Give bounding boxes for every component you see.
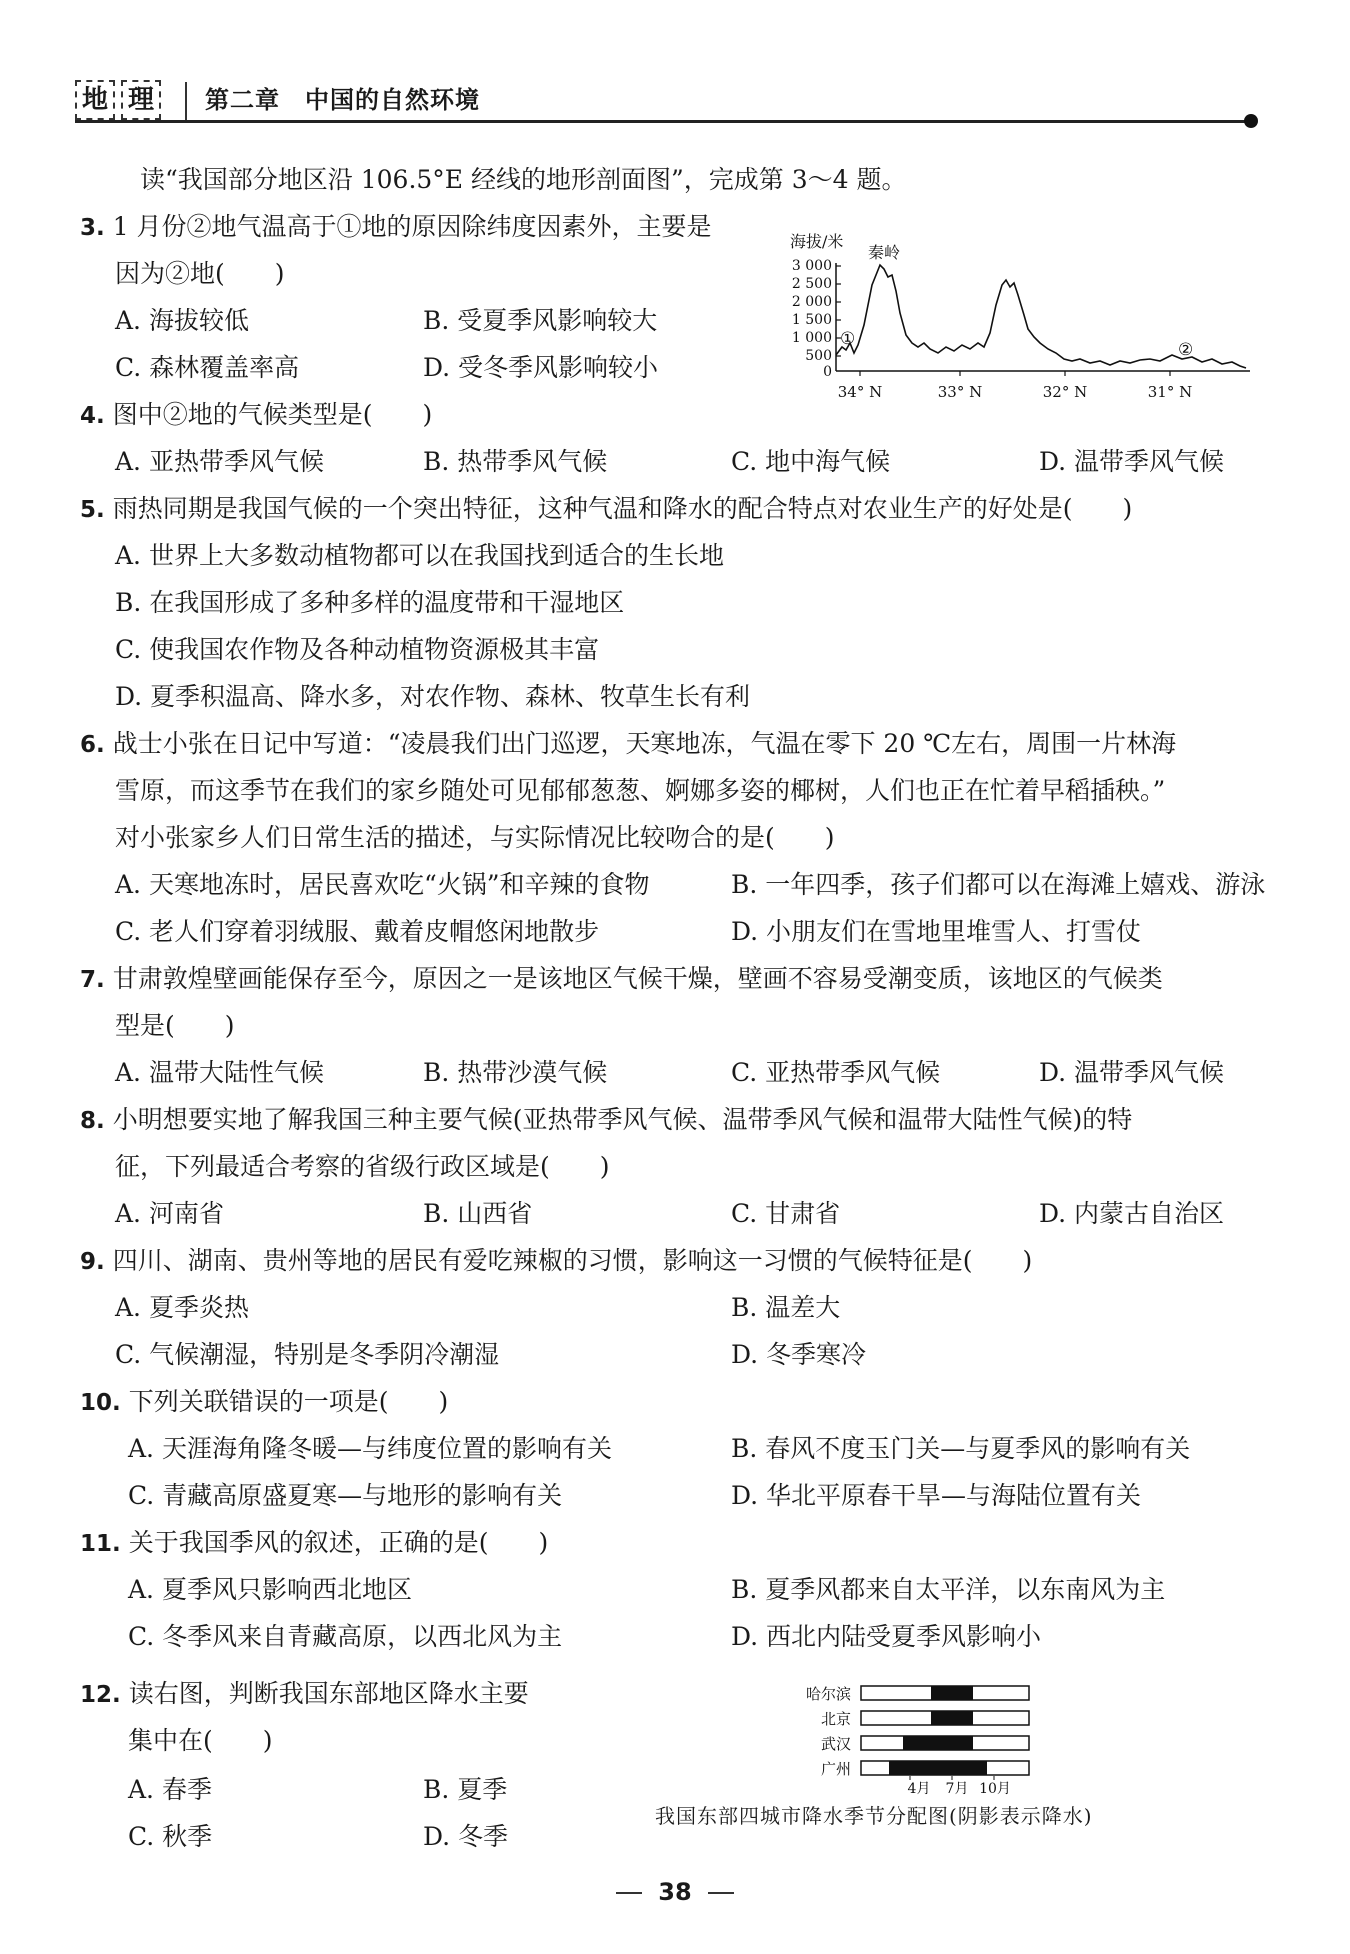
- subject-char: 地: [75, 80, 115, 120]
- subject-char: 理: [121, 80, 161, 120]
- question-number: 9.: [80, 1249, 105, 1275]
- rain-bar-shade: [903, 1736, 973, 1750]
- option-9d[interactable]: D. 冬季寒冷: [731, 1340, 867, 1369]
- question-5-line-1: [80, 492, 1132, 527]
- question-text: 图中②地的气候类型是( ): [112, 400, 433, 429]
- rain-season-chart: [795, 1678, 1055, 1798]
- option-9b[interactable]: B. 温差大: [731, 1293, 841, 1322]
- question-10-line-1: [80, 1385, 448, 1420]
- question-text: 甘肃敦煌壁画能保存至今，原因之一是该地区气候干燥，壁画不容易受潮变质，该地区的气候类: [112, 964, 1163, 993]
- option-12a[interactable]: A. 春季: [128, 1775, 212, 1804]
- header-separator: [185, 82, 187, 120]
- question-number: 6.: [80, 732, 105, 758]
- rain-city-label: 武汉: [820, 1735, 851, 1753]
- question-number: 10.: [80, 1390, 121, 1416]
- question-6-line-1: [80, 727, 1176, 762]
- option-9c[interactable]: C. 气候潮湿，特别是冬季阴冷潮湿: [115, 1340, 500, 1369]
- rain-city-label: 哈尔滨: [805, 1685, 851, 1703]
- question-number: 4.: [80, 403, 105, 429]
- option-5d[interactable]: D. 夏季积温高、降水多，对农作物、森林、牧草生长有利: [115, 682, 751, 711]
- question-text: 四川、湖南、贵州等地的居民有爱吃辣椒的习惯，影响这一习惯的气候特征是( ): [112, 1246, 1033, 1275]
- question-text: 下列关联错误的一项是( ): [128, 1387, 449, 1416]
- profile-xtick: 31° N: [1147, 383, 1193, 401]
- option-4c[interactable]: C. 地中海气候: [731, 447, 891, 476]
- profile-ytick: 0: [823, 364, 832, 380]
- option-10a[interactable]: A. 天涯海角隆冬暖—与纬度位置的影响有关: [128, 1434, 612, 1463]
- profile-xtick: 34° N: [837, 383, 883, 401]
- question-6-line-3: 对小张家乡人们日常生活的描述，与实际情况比较吻合的是( ): [115, 823, 835, 852]
- question-number: 7.: [80, 967, 105, 993]
- question-8-line-2: 征，下列最适合考察的省级行政区域是( ): [115, 1152, 610, 1181]
- option-10c[interactable]: C. 青藏高原盛夏寒—与地形的影响有关: [128, 1481, 563, 1510]
- header-rule: [75, 120, 1250, 123]
- rain-bar-shade: [931, 1686, 973, 1700]
- option-11d[interactable]: D. 西北内陆受夏季风影响小: [731, 1622, 1042, 1651]
- profile-ylabel: 海拔/米: [790, 232, 844, 251]
- question-text: 雨热同期是我国气候的一个突出特征，这种气温和降水的配合特点对农业生产的好处是( ): [112, 494, 1133, 523]
- profile-point-2: ②: [1178, 340, 1194, 360]
- option-7d[interactable]: D. 温带季风气候: [1039, 1058, 1225, 1087]
- question-number: 12.: [80, 1682, 121, 1708]
- option-12d[interactable]: D. 冬季: [423, 1822, 509, 1851]
- question-4-line-1: [80, 398, 432, 433]
- terrain-profile-chart: [780, 225, 1260, 410]
- option-10d[interactable]: D. 华北平原春干旱—与海陆位置有关: [731, 1481, 1142, 1510]
- question-7-line-2: 型是( ): [115, 1011, 235, 1040]
- question-3-line-1: [80, 210, 712, 245]
- question-9-line-1: [80, 1244, 1032, 1279]
- rain-xtick: 7月: [945, 1781, 969, 1797]
- option-3d[interactable]: D. 受冬季风影响较小: [423, 353, 659, 382]
- question-number: 3.: [80, 215, 105, 241]
- rain-city-label: 北京: [820, 1710, 851, 1728]
- option-3a[interactable]: A. 海拔较低: [115, 306, 249, 335]
- subject-badge: [75, 80, 161, 120]
- option-8d[interactable]: D. 内蒙古自治区: [1039, 1199, 1225, 1228]
- profile-ytick: 1 500: [791, 312, 832, 328]
- option-6d[interactable]: D. 小朋友们在雪地里堆雪人、打雪仗: [731, 917, 1142, 946]
- question-text: 战士小张在日记中写道：“凌晨我们出门巡逻，天寒地冻，气温在零下 20 ℃左右，周围一片林海: [112, 729, 1177, 758]
- option-6c[interactable]: C. 老人们穿着羽绒服、戴着皮帽悠闲地散步: [115, 917, 600, 946]
- option-11a[interactable]: A. 夏季风只影响西北地区: [128, 1575, 412, 1604]
- header-rule-dot: [1244, 114, 1258, 128]
- question-text: 小明想要实地了解我国三种主要气候(亚热带季风气候、温带季风气候和温带大陆性气候)的特: [112, 1105, 1133, 1134]
- option-12b[interactable]: B. 夏季: [423, 1775, 508, 1804]
- question-number: 8.: [80, 1108, 105, 1134]
- option-5a[interactable]: A. 世界上大多数动植物都可以在我国找到适合的生长地: [115, 541, 724, 570]
- option-11b[interactable]: B. 夏季风都来自太平洋，以东南风为主: [731, 1575, 1166, 1604]
- page-number: 38: [658, 1878, 692, 1906]
- rain-bar-shade: [889, 1761, 987, 1775]
- option-11c[interactable]: C. 冬季风来自青藏高原，以西北风为主: [128, 1622, 563, 1651]
- option-5b[interactable]: B. 在我国形成了多种多样的温度带和干湿地区: [115, 588, 625, 617]
- option-7a[interactable]: A. 温带大陆性气候: [115, 1058, 324, 1087]
- option-4b[interactable]: B. 热带季风气候: [423, 447, 608, 476]
- profile-ytick: 2 000: [791, 294, 832, 310]
- profile-point-1: ①: [840, 329, 856, 349]
- intro-text: 读“我国部分地区沿 106.5°E 经线的地形剖面图”，完成第 3～4 题。: [140, 165, 907, 194]
- rain-chart-caption: 我国东部四城市降水季节分配图(阴影表示降水): [655, 1804, 1093, 1828]
- profile-xtick: 33° N: [937, 383, 983, 401]
- rain-city-label: 广州: [820, 1760, 851, 1778]
- option-4a[interactable]: A. 亚热带季风气候: [115, 447, 324, 476]
- question-3-line-2: 因为②地( ): [115, 259, 285, 288]
- profile-ytick: 500: [805, 348, 832, 364]
- option-12c[interactable]: C. 秋季: [128, 1822, 213, 1851]
- option-8b[interactable]: B. 山西省: [423, 1199, 533, 1228]
- question-text: 关于我国季风的叙述，正确的是( ): [128, 1528, 549, 1557]
- profile-ytick: 1 000: [791, 330, 832, 346]
- profile-ytick: 3 000: [791, 258, 832, 274]
- option-8a[interactable]: A. 河南省: [115, 1199, 224, 1228]
- question-7-line-1: [80, 962, 1163, 997]
- question-number: 5.: [80, 497, 105, 523]
- option-7c[interactable]: C. 亚热带季风气候: [731, 1058, 941, 1087]
- profile-ytick: 2 500: [791, 276, 832, 292]
- option-3c[interactable]: C. 森林覆盖率高: [115, 353, 300, 382]
- option-5c[interactable]: C. 使我国农作物及各种动植物资源极其丰富: [115, 635, 600, 664]
- option-6a[interactable]: A. 天寒地冻时，居民喜欢吃“火锅”和辛辣的食物: [115, 870, 650, 899]
- question-6-line-2: 雪原，而这季节在我们的家乡随处可见郁郁葱葱、婀娜多姿的椰树，人们也正在忙着早稻插秧。”: [115, 776, 1166, 805]
- question-number: 11.: [80, 1531, 121, 1557]
- option-4d[interactable]: D. 温带季风气候: [1039, 447, 1225, 476]
- question-12-line-1: [80, 1677, 529, 1712]
- rain-xtick: 10月: [979, 1781, 1011, 1797]
- question-text: 1 月份②地气温高于①地的原因除纬度因素外，主要是: [112, 212, 712, 241]
- option-10b[interactable]: B. 春风不度玉门关—与夏季风的影响有关: [731, 1434, 1191, 1463]
- option-8c[interactable]: C. 甘肃省: [731, 1199, 841, 1228]
- rain-xtick: 4月: [907, 1781, 931, 1797]
- question-8-line-1: [80, 1103, 1132, 1138]
- option-3b[interactable]: B. 受夏季风影响较大: [423, 306, 658, 335]
- page-footer: [0, 1878, 1350, 1906]
- profile-xtick: 32° N: [1042, 383, 1088, 401]
- question-11-line-1: [80, 1526, 548, 1561]
- option-9a[interactable]: A. 夏季炎热: [115, 1293, 249, 1322]
- option-6b[interactable]: B. 一年四季，孩子们都可以在海滩上嬉戏、游泳: [731, 870, 1266, 899]
- option-7b[interactable]: B. 热带沙漠气候: [423, 1058, 608, 1087]
- rain-bar-shade: [931, 1711, 973, 1725]
- question-text: 读右图，判断我国东部地区降水主要: [128, 1679, 529, 1708]
- chapter-title: 第二章 中国的自然环境: [205, 85, 480, 114]
- profile-peak-label: 秦岭: [868, 243, 901, 262]
- question-12-line-2: 集中在( ): [128, 1726, 273, 1755]
